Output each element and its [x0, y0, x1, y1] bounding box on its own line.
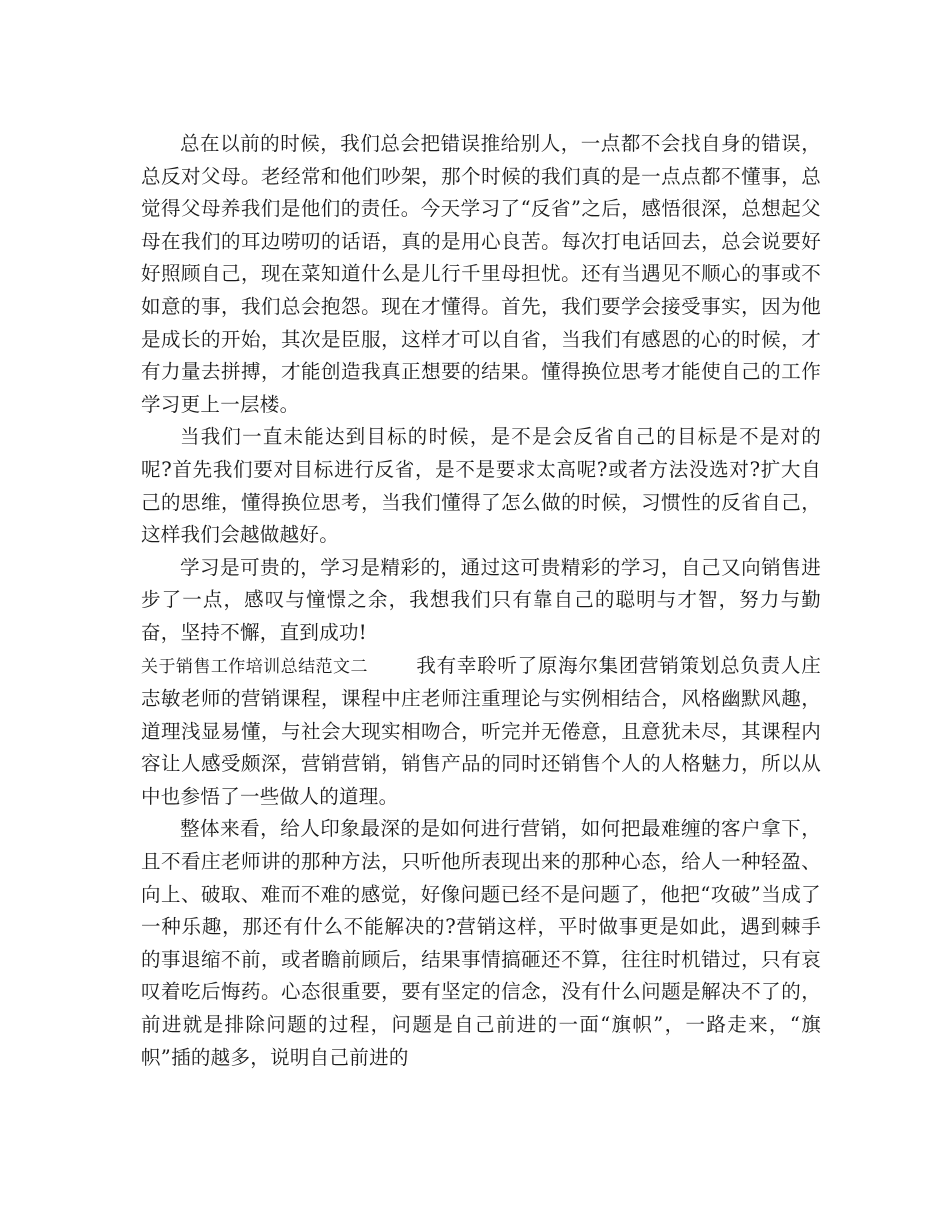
section-paragraph	[141, 650, 821, 814]
paragraph-2: 当我们一直未能达到目标的时候，是不是会反省自己的目标是不是对的呢?首先我们要对目标进行反省，是不是要求太高呢?或者方法没选对?扩大自己的思维，懂得换位思考，当我们懂得了怎么做的时候，习惯性的反省自己，这样我们会越做越好。	[141, 425, 821, 547]
paragraph-3: 学习是可贵的，学习是精彩的，通过这可贵精彩的学习，自己又向销售进步了一点，感叹与憧憬之余，我想我们只有靠自己的聪明与才智，努力与勤奋，坚持不懈，直到成功!	[141, 555, 821, 644]
section-title: 关于销售工作培训总结范文二	[141, 656, 368, 677]
paragraph-1: 总在以前的时候，我们总会把错误推给别人，一点都不会找自身的错误，总反对父母。老经常和他们吵架，那个时候的我们真的是一点点都不懂事，总觉得父母养我们是他们的责任。今天学习了“反省”之后，感悟很深，总想起父母在我们的耳边唠叨的话语，真的是用心良苦。每次打电话回去，总会说要好好照顾自己，现在菜知道什么是儿行千里母担忧。还有当遇见不顺心的事或不如意的事，我们总会抱怨。现在才懂得。首先，我们要学会接受事实，因为他是成长的开始，其次是臣服，这样才可以自省，当我们有感恩的心的时候，才有力量去拼搏，才能创造我真正想要的结果。懂得换位思考才能使自己的工作学习更上一层楼。	[141, 132, 821, 416]
document-body	[141, 128, 821, 1074]
section-intro: 我有幸聆听了原海尔集团营销策划总负责人庄志敏老师的营销课程，课程中庄老师注重理论与实例相结合，风格幽默风趣，道理浅显易懂，与社会大现实相吻合，听完并无倦意，且意犹未尽，其课程内容让人感受颇深，营销营销，销售产品的同时还销售个人的人格魅力，所以从中也参悟了一些做人的道理。	[141, 653, 821, 808]
paragraph-5: 整体来看，给人印象最深的是如何进行营销，如何把最难缠的客户拿下，且不看庄老师讲的那种方法，只听他所表现出来的那种心态，给人一种轻盈、向上、破取、难而不难的感觉，好像问题已经不是问题了，他把“攻破”当成了一种乐趣，那还有什么不能解决的?营销这样，平时做事更是如此，遇到棘手的事退缩不前，或者瞻前顾后，结果事情搞砸还不算，往往时机错过，只有哀叹着吃后悔药。心态很重要，要有坚定的信念，没有什么问题是解决不了的，前进就是排除问题的过程，问题是自己前进的一面“旗帜”，一路走来，“旗帜”插的越多，说明自己前进的	[141, 817, 821, 1069]
